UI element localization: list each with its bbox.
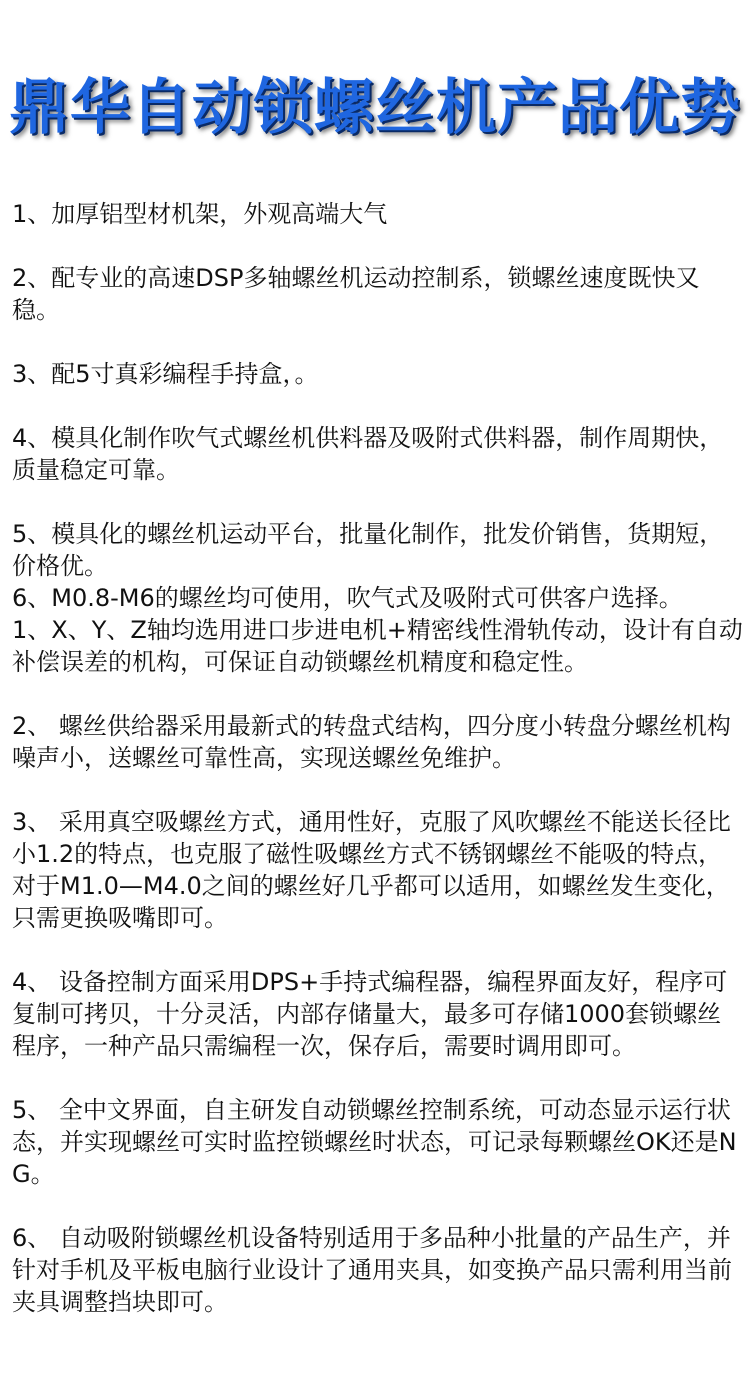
list-item: 6、M0.8-M6的螺丝均可使用，吹气式及吸附式可供客户选择。 bbox=[12, 584, 683, 612]
spacer bbox=[12, 774, 744, 806]
spacer bbox=[12, 390, 744, 422]
page-title: 鼎华自动锁螺丝机产品优势 bbox=[9, 73, 741, 144]
list-item: 4、模具化制作吹气式螺丝机供料器及吸附式供料器，制作周期快，质量稳定可靠。 bbox=[12, 424, 724, 484]
list-item: 3、配5寸真彩编程手持盒，。 bbox=[12, 360, 319, 388]
list-item: 1、加厚铝型材机架，外观高端大气 bbox=[12, 200, 388, 228]
list-item: 1、X、Y、Z轴均选用进口步进电机+精密线性滑轨传动，设计有自动补偿误差的机构，可保证自动锁螺丝机精度和稳定性。 bbox=[12, 616, 743, 676]
list-item: 4、 设备控制方面采用DPS+手持式编程器，编程界面友好，程序可复制可拷贝，十分灵活，内部存储量大，最多可存储1000套锁螺丝程序，一种产品只需编程一次，保存后，需要时调用即可。 bbox=[12, 968, 728, 1060]
advantages-list bbox=[12, 198, 744, 1318]
spacer bbox=[12, 678, 744, 710]
list-item: 2、 螺丝供给器采用最新式的转盘式结构，四分度小转盘分螺丝机构噪声小，送螺丝可靠性高，实现送螺丝免维护。 bbox=[12, 712, 731, 772]
list-item: 6、 自动吸附锁螺丝机设备特别适用于多品种小批量的产品生产，并针对手机及平板电脑行业设计了通用夹具，如变换产品只需利用当前夹具调整挡块即可。 bbox=[12, 1224, 732, 1316]
spacer bbox=[12, 934, 744, 966]
spacer bbox=[12, 1062, 744, 1094]
list-item: 3、 采用真空吸螺丝方式，通用性好，克服了风吹螺丝不能送长径比小1.2的特点，也克服了磁性吸螺丝方式不锈钢螺丝不能吸的特点，对于M1.0—M4.0之间的螺丝好几乎都可以适用，如螺丝发生变化，只需更换吸嘴即可。 bbox=[12, 808, 731, 932]
spacer bbox=[12, 326, 744, 358]
list-item: 2、配专业的高速DSP多轴螺丝机运动控制系，锁螺丝速度既快又稳。 bbox=[12, 264, 700, 324]
list-item: 5、 全中文界面，自主研发自动锁螺丝控制系统，可动态显示运行状态，并实现螺丝可实时监控锁螺丝时状态，可记录每颗螺丝OK还是NG。 bbox=[12, 1096, 737, 1188]
spacer bbox=[12, 230, 744, 262]
spacer bbox=[12, 486, 744, 518]
list-item: 5、模具化的螺丝机运动平台，批量化制作，批发价销售，货期短，价格优。 bbox=[12, 520, 724, 580]
spacer bbox=[12, 1190, 744, 1222]
